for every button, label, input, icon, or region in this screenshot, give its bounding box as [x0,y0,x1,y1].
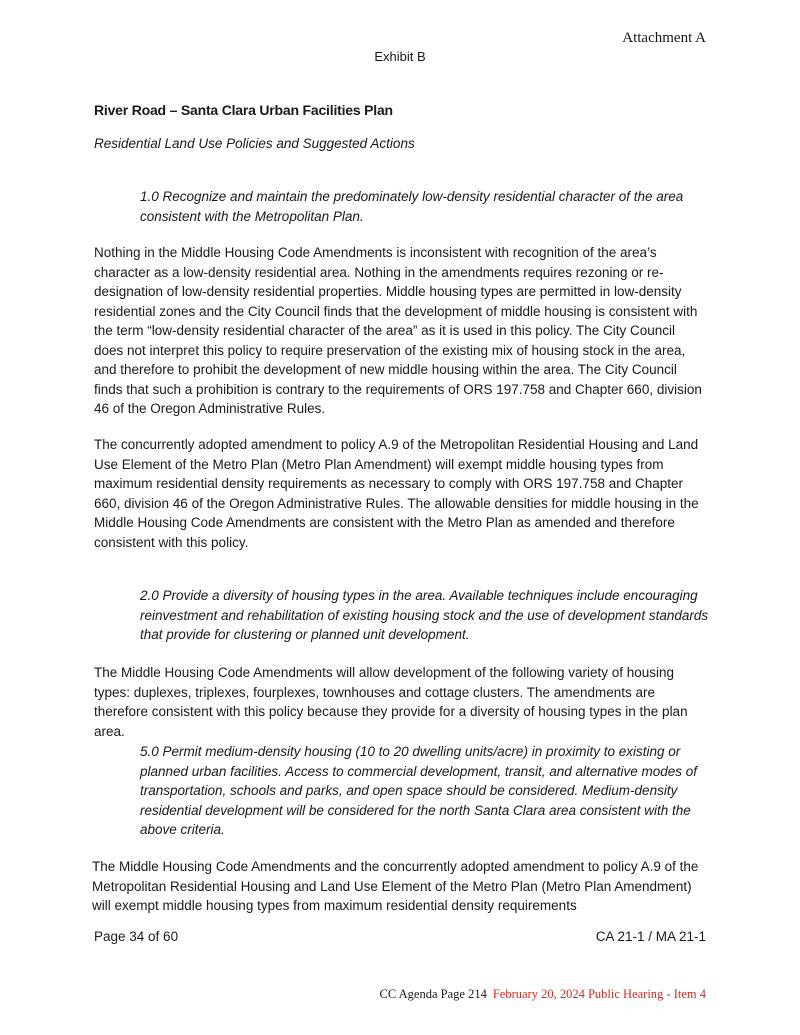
agenda-page: CC Agenda Page 214 [379,987,487,1001]
body-paragraph-1: Nothing in the Middle Housing Code Amendments is inconsistent with recognition of the area’s character as a low-density residential area. Nothing in the amendments requires rezoning or re-designation of low-density residential properties. Middle housing types are permitted in low-density residential zones and the City Council finds that the development of middle housing is consistent with the term “low-density residential character of the area” as it is used in this policy. The City Council does not interpret this policy to require preservation of the existing mix of housing stock in the area, and therefore to prohibit the development of new middle housing within the area. The City Council finds that such a prohibition is contrary to the requirements of ORS 197.758 and Chapter 660, division 46 of the Oregon Administrative Rules. [94,245,702,416]
policy-1: 1.0 Recognize and maintain the predominately low-density residential character of the area consistent with the Metropolitan Plan. [140,189,684,224]
policy-2: 2.0 Provide a diversity of housing types in the area. Available techniques include encouraging reinvestment and rehabilitation of existing housing stock and the use of development standards that provide for clustering or planned unit development. [140,588,709,642]
body-paragraph-4: The Middle Housing Code Amendments and the concurrently adopted amendment to policy A.9 of the Metropolitan Residential Housing and Land Use Element of the Metro Plan (Metro Plan Amendment) will exempt middle housing types from maximum residential density requirements [92,859,699,913]
body-paragraph-3: The Middle Housing Code Amendments will allow development of the following variety of housing types: duplexes, triplexes, fourplexes, townhouses and cottage clusters. The amendments are therefore consistent with this policy because they provide for a diversity of housing types in the plan area. [94,665,688,739]
case-number: CA 21-1 / MA 21-1 [595,929,706,944]
page-number: Page 34 of 60 [94,929,179,944]
document-title: River Road – Santa Clara Urban Facilities Plan [94,102,393,118]
attachment-label: Attachment A [622,30,706,46]
document-subtitle: Residential Land Use Policies and Suggested Actions [94,136,415,151]
hearing-label: February 20, 2024 Public Hearing - Item 4 [492,987,706,1001]
agenda-footer [380,987,706,1002]
policy-5: 5.0 Permit medium-density housing (10 to 20 dwelling units/acre) in proximity to existing or planned urban facilities. Access to commercial development, transit, and alternative modes of transportation, schools and parks, and open space should be considered. Medium-density residential development will be considered for the north Santa Clara area consistent with the above criteria. [140,744,698,837]
body-paragraph-2: The concurrently adopted amendment to policy A.9 of the Metropolitan Residential Housing and Land Use Element of the Metro Plan (Metro Plan Amendment) will exempt middle housing types from maximum residential density requirements as necessary to comply with ORS 197.758 and Chapter 660, division 46 of the Oregon Administrative Rules. The allowable densities for middle housing in the Middle Housing Code Amendments are consistent with the Metro Plan as amended and therefore consistent with this policy. [94,437,699,550]
exhibit-label: Exhibit B [374,49,426,64]
